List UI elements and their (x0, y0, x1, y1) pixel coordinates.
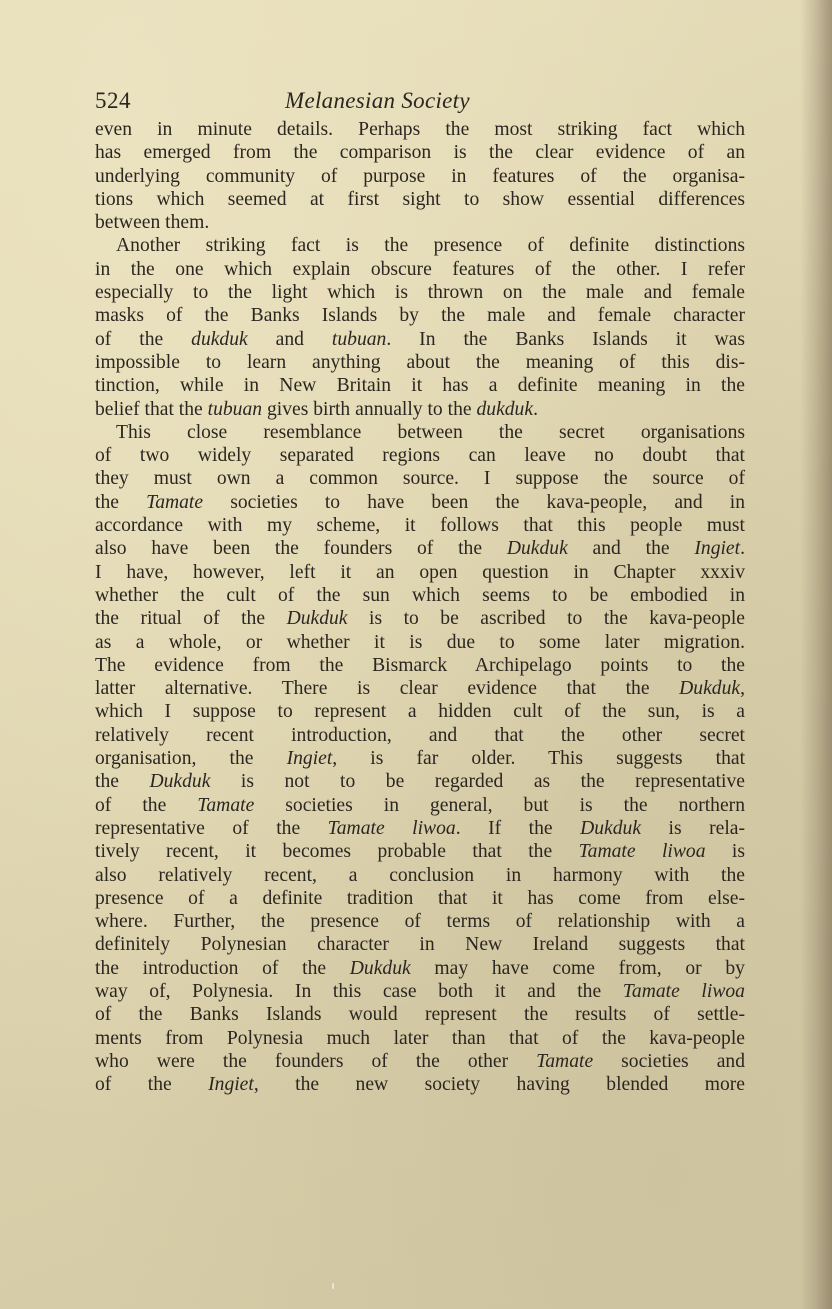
text-segment: even in minute details. Perhaps the most striking fact which (95, 119, 745, 140)
italic-term: Tamate liwoa (578, 841, 706, 863)
text-segment: gives birth annually to the (262, 398, 477, 420)
text-line-content (95, 584, 745, 607)
text-line-content (95, 957, 745, 980)
text-line-content (95, 351, 745, 374)
text-line (95, 957, 745, 980)
italic-term: Dukduk (679, 678, 741, 700)
italic-term: Dukduk (580, 817, 642, 839)
text-segment: between them. (95, 212, 210, 234)
text-line-content (95, 631, 745, 654)
text-segment: , the new society having blended more (253, 1074, 745, 1096)
text-segment: I have, however, left it an open question in Chapter xxxiv (95, 561, 745, 583)
text-line-content (116, 234, 745, 257)
text-segment: is (705, 841, 745, 863)
text-segment: whether the cult of the sun which seems to be embodied in (95, 584, 745, 606)
text-segment: accordance with my scheme, it follows that this people must (95, 515, 745, 537)
text-line-content (95, 817, 745, 840)
text-line (95, 514, 745, 537)
text-segment: the ritual of the (95, 608, 287, 630)
text-line-content (95, 607, 745, 630)
text-segment: of the (95, 1074, 209, 1096)
text-segment: Another striking fact is the presence of definite distinctions (116, 235, 745, 257)
italic-term: Tamate liwoa (622, 980, 745, 1002)
text-segment: representative of the (95, 817, 328, 839)
italic-term: dukduk (476, 398, 534, 420)
text-line-content (95, 374, 745, 397)
text-line (95, 165, 745, 188)
text-line (95, 1073, 745, 1096)
text-line (95, 817, 745, 840)
text-segment: masks of the Banks Islands by the male and female character (95, 305, 745, 327)
text-line-content (95, 304, 745, 327)
running-head (95, 88, 745, 116)
text-line (95, 607, 745, 630)
text-line-content (95, 165, 745, 188)
text-line-content (95, 537, 745, 560)
text-segment: they must own a common source. I suppose the source of (95, 468, 745, 490)
text-segment: of two widely separated regions can leave no doubt that (95, 445, 745, 467)
text-segment: societies in general, but is the northern (254, 794, 745, 816)
text-line-content (95, 747, 745, 770)
text-segment: ments from Polynesia much later than that of the kava-people (95, 1027, 745, 1049)
text-line-content (95, 700, 745, 723)
italic-term: Tamate (536, 1050, 594, 1072)
text-segment: relatively recent introduction, and that the other secret (95, 724, 745, 746)
paragraph-first-line (95, 421, 745, 444)
text-line-content (95, 794, 745, 817)
text-segment: may have come from, or by (410, 957, 745, 979)
text-line (95, 444, 745, 467)
body-text (95, 118, 745, 1096)
text-segment: who were the founders of the other (95, 1050, 537, 1072)
text-segment: underlying community of purpose in features of the organisa- (95, 165, 745, 187)
text-segment: way of, Polynesia. In this case both it and the (95, 980, 623, 1002)
text-line (95, 1003, 745, 1026)
text-line (95, 211, 745, 234)
text-segment: . If the (455, 817, 581, 839)
text-line-content (95, 491, 745, 514)
text-line (95, 724, 745, 747)
text-segment: impossible to learn anything about the meaning of this dis- (95, 351, 745, 373)
text-segment: as a whole, or whether it is due to some later migration. (95, 631, 745, 653)
text-line-content (116, 421, 745, 444)
running-title: Melanesian Society (285, 88, 470, 113)
text-line (95, 281, 745, 304)
text-line-content (95, 1027, 745, 1050)
text-line-content (95, 467, 745, 490)
italic-term: tubuan (207, 398, 263, 420)
text-segment: the (95, 491, 147, 513)
text-line (95, 631, 745, 654)
text-line (95, 304, 745, 327)
text-line-content (95, 980, 745, 1003)
text-line (95, 491, 745, 514)
text-line-content (95, 118, 745, 141)
text-segment: organisation, the (95, 748, 287, 770)
text-line-content (95, 561, 745, 584)
text-line-content (95, 188, 745, 211)
text-line-content (95, 328, 745, 351)
text-line (95, 747, 745, 770)
text-segment: definitely Polynesian character in New Ireland suggests that (95, 934, 745, 956)
text-line (95, 980, 745, 1003)
text-line-content (95, 677, 745, 700)
text-line-content (95, 1050, 745, 1073)
text-line-content (95, 724, 745, 747)
italic-term: Tamate (197, 794, 255, 816)
italic-term: Ingiet (286, 748, 333, 770)
text-line (95, 467, 745, 490)
text-line-content (95, 258, 745, 281)
text-segment: The evidence from the Bismarck Archipelago points to the (95, 654, 745, 676)
italic-term: dukduk (191, 328, 248, 350)
text-segment: which I suppose to represent a hidden cult of the sun, is a (95, 701, 745, 723)
page-number: 524 (95, 88, 131, 113)
text-segment: . (533, 398, 538, 420)
text-line-content (95, 933, 745, 956)
text-line (95, 794, 745, 817)
paragraph-first-line (95, 234, 745, 257)
text-segment: tinction, while in New Britain it has a definite meaning in the (95, 375, 745, 397)
text-line-content (95, 910, 745, 933)
italic-term: tubuan (331, 328, 387, 350)
text-segment: of the Banks Islands would represent the results of settle- (95, 1004, 745, 1026)
text-line (95, 398, 745, 421)
text-line (95, 1050, 745, 1073)
text-line-content (95, 887, 745, 910)
text-segment: the (95, 771, 150, 793)
text-line (95, 258, 745, 281)
text-segment: also have been the founders of the (95, 538, 507, 560)
text-line (95, 561, 745, 584)
text-line-content (95, 654, 745, 677)
text-segment: especially to the light which is thrown on the male and female (95, 282, 745, 304)
text-segment: belief that the (95, 398, 208, 420)
text-segment: societies to have been the kava-people, and in (203, 491, 745, 513)
text-segment: is not to be regarded as the representative (210, 771, 745, 793)
text-segment: and the (567, 538, 695, 560)
text-line-content (95, 281, 745, 304)
text-segment: the introduction of the (95, 957, 350, 979)
italic-term: Ingiet (694, 538, 741, 560)
text-segment: where. Further, the presence of terms of relationship with a (95, 911, 745, 933)
text-segment: tively recent, it becomes probable that the (95, 841, 579, 863)
text-line (95, 584, 745, 607)
text-line (95, 654, 745, 677)
italic-term: Ingiet (208, 1074, 254, 1096)
text-segment: tions which seemed at first sight to show essential differences (95, 188, 745, 210)
text-line (95, 374, 745, 397)
italic-term: Dukduk (349, 957, 411, 979)
text-line-content (95, 864, 745, 887)
text-segment: presence of a definite tradition that it has come from else- (95, 887, 745, 909)
text-line (95, 118, 745, 141)
text-line-content (95, 514, 745, 537)
text-line (95, 700, 745, 723)
text-line (95, 910, 745, 933)
text-segment: of the (95, 794, 198, 816)
text-segment: societies and (593, 1050, 745, 1072)
text-segment: latter alternative. There is clear evidence that the (95, 678, 680, 700)
text-line (95, 351, 745, 374)
text-line (95, 840, 745, 863)
text-segment: has emerged from the comparison is the clear evidence of an (95, 142, 745, 164)
text-segment: also relatively recent, a conclusion in harmony with the (95, 864, 745, 886)
text-segment: . In the Banks Islands it was (386, 328, 745, 350)
text-segment: This close resemblance between the secret organisations (116, 421, 745, 443)
text-line (95, 537, 745, 560)
text-segment: in the one which explain obscure features of the other. I refer (95, 258, 745, 280)
text-line (95, 677, 745, 700)
text-line (95, 141, 745, 164)
paper-speck (332, 1283, 334, 1289)
text-segment: is to be ascribed to the kava-people (347, 608, 746, 630)
text-line-content (95, 1003, 745, 1026)
italic-term: Tamate (146, 491, 204, 513)
text-line-content (95, 211, 745, 234)
text-segment: , is far older. This suggests that (332, 748, 746, 770)
text-line (95, 188, 745, 211)
italic-term: Tamate liwoa (327, 817, 456, 839)
italic-term: Dukduk (506, 538, 568, 560)
text-line (95, 864, 745, 887)
text-line-content (95, 840, 745, 863)
text-line (95, 328, 745, 351)
text-line-content (95, 398, 745, 421)
italic-term: Dukduk (149, 771, 211, 793)
text-segment: , (740, 678, 745, 700)
text-line-content (95, 1073, 745, 1096)
text-line-content (95, 141, 745, 164)
text-segment: and (247, 328, 332, 350)
text-line-content (95, 444, 745, 467)
text-segment: is rela- (641, 817, 745, 839)
text-line (95, 1027, 745, 1050)
text-line (95, 887, 745, 910)
text-segment: of the (95, 328, 192, 350)
italic-term: Dukduk (286, 608, 348, 630)
text-segment: . (740, 538, 745, 560)
text-line (95, 770, 745, 793)
text-line (95, 933, 745, 956)
text-line-content (95, 770, 745, 793)
